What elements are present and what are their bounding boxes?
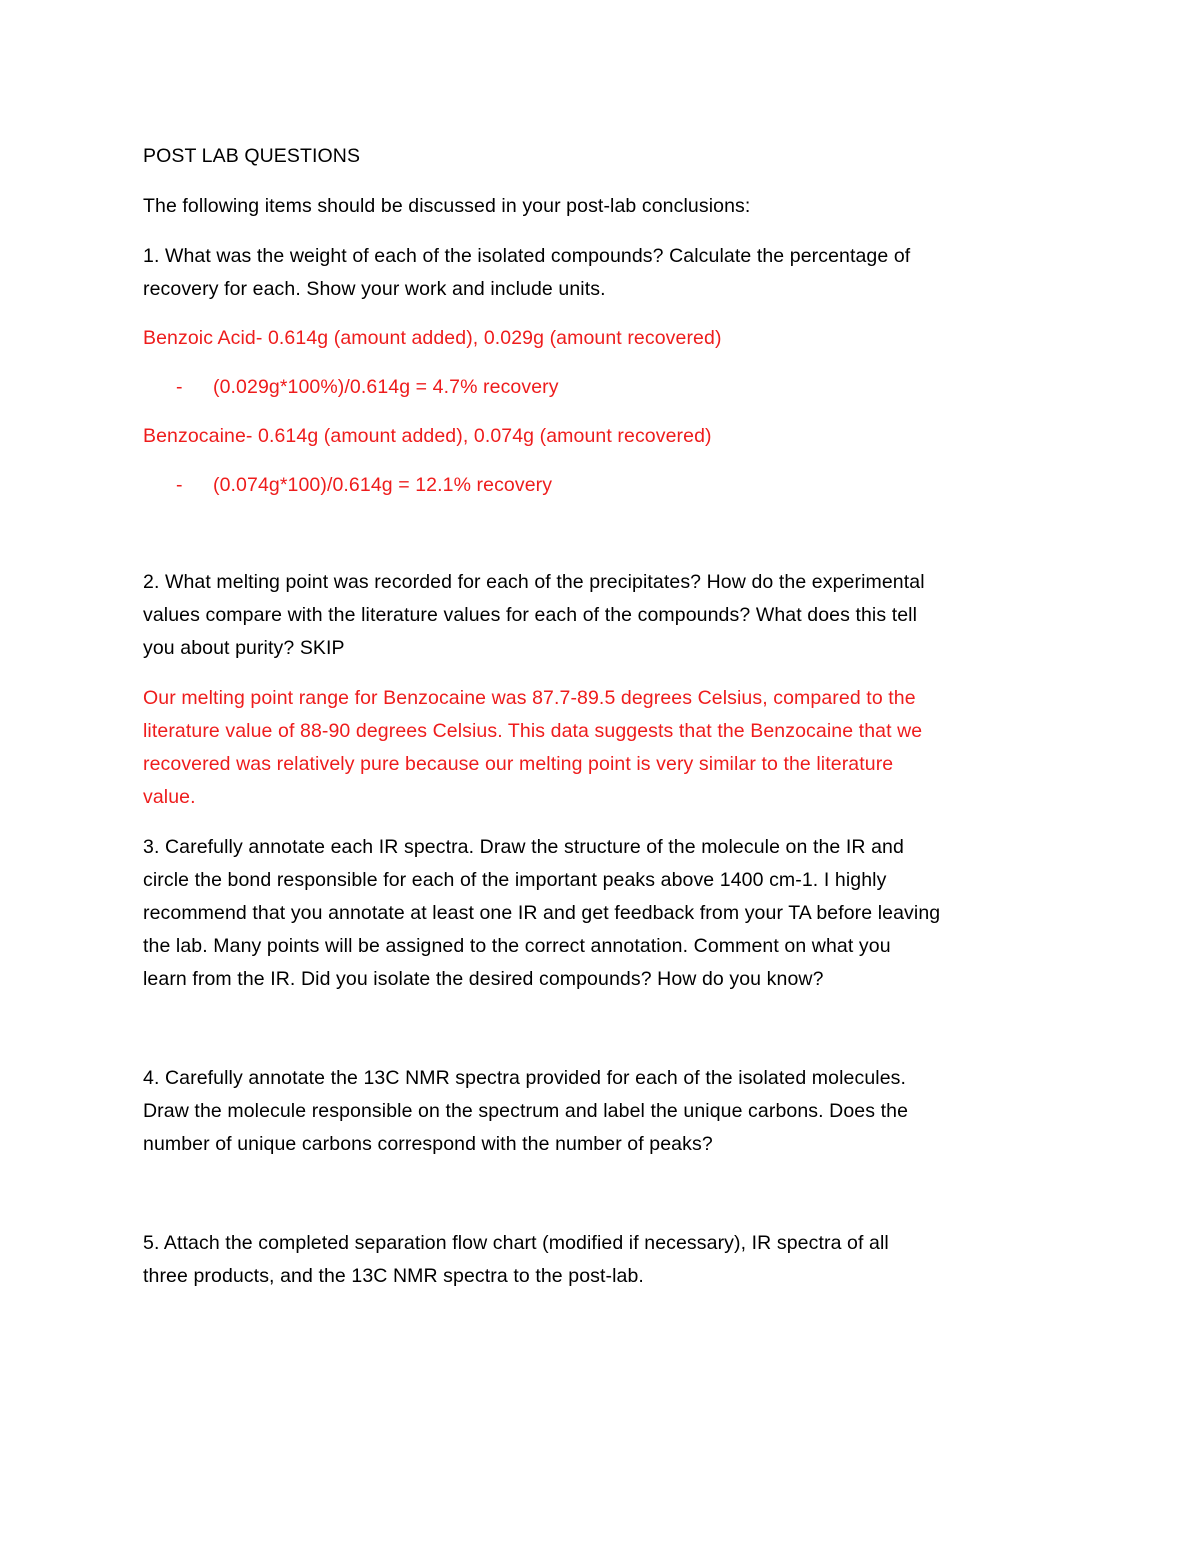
q3-line-4: the lab. Many points will be assigned to the correct annotation. Comment on what you	[143, 935, 891, 957]
bullet-dash: -	[176, 376, 183, 398]
q2-line-2: values compare with the literature values for each of the compounds? What does this tell	[143, 604, 918, 626]
q2-answer-line-4: value.	[143, 786, 196, 808]
q3-line-3: recommend that you annotate at least one IR and get feedback from your TA before leaving	[143, 902, 941, 924]
q2-line-1: 2. What melting point was recorded for each of the precipitates? How do the experimental	[143, 571, 925, 593]
q1-line-1: 1. What was the weight of each of the isolated compounds? Calculate the percentage of	[143, 245, 911, 267]
q2-answer-line-2: literature value of 88-90 degrees Celsius. This data suggests that the Benzocaine that we	[143, 720, 923, 742]
page-heading: POST LAB QUESTIONS	[143, 145, 361, 167]
bullet-dash: -	[176, 474, 183, 496]
q2-line-3: you about purity? SKIP	[143, 637, 345, 659]
q4-line-3: number of unique carbons correspond with the number of peaks?	[143, 1133, 713, 1155]
q1-calc-benzoic: (0.029g*100%)/0.614g = 4.7% recovery	[213, 376, 559, 398]
q4-line-2: Draw the molecule responsible on the spectrum and label the unique carbons. Does the	[143, 1100, 909, 1122]
q5-line-2: three products, and the 13C NMR spectra to the post-lab.	[143, 1265, 644, 1287]
intro-text: The following items should be discussed in your post-lab conclusions:	[143, 195, 751, 217]
q2-answer-line-3: recovered was relatively pure because our melting point is very similar to the literature	[143, 753, 894, 775]
q2-answer-line-1: Our melting point range for Benzocaine was 87.7-89.5 degrees Celsius, compared to the	[143, 687, 916, 709]
q3-line-2: circle the bond responsible for each of the important peaks above 1400 cm-1. I highly	[143, 869, 887, 891]
q1-calc-benzocaine: (0.074g*100)/0.614g = 12.1% recovery	[213, 474, 553, 496]
q1-answer-benzoic: Benzoic Acid- 0.614g (amount added), 0.029g (amount recovered)	[143, 327, 722, 349]
q1-answer-benzocaine: Benzocaine- 0.614g (amount added), 0.074g (amount recovered)	[143, 425, 712, 447]
q3-line-5: learn from the IR. Did you isolate the desired compounds? How do you know?	[143, 968, 824, 990]
q5-line-1: 5. Attach the completed separation flow chart (modified if necessary), IR spectra of all	[143, 1232, 889, 1254]
q1-line-2: recovery for each. Show your work and include units.	[143, 278, 606, 300]
q3-line-1: 3. Carefully annotate each IR spectra. Draw the structure of the molecule on the IR and	[143, 836, 904, 858]
q4-line-1: 4. Carefully annotate the 13C NMR spectra provided for each of the isolated molecules.	[143, 1067, 907, 1089]
